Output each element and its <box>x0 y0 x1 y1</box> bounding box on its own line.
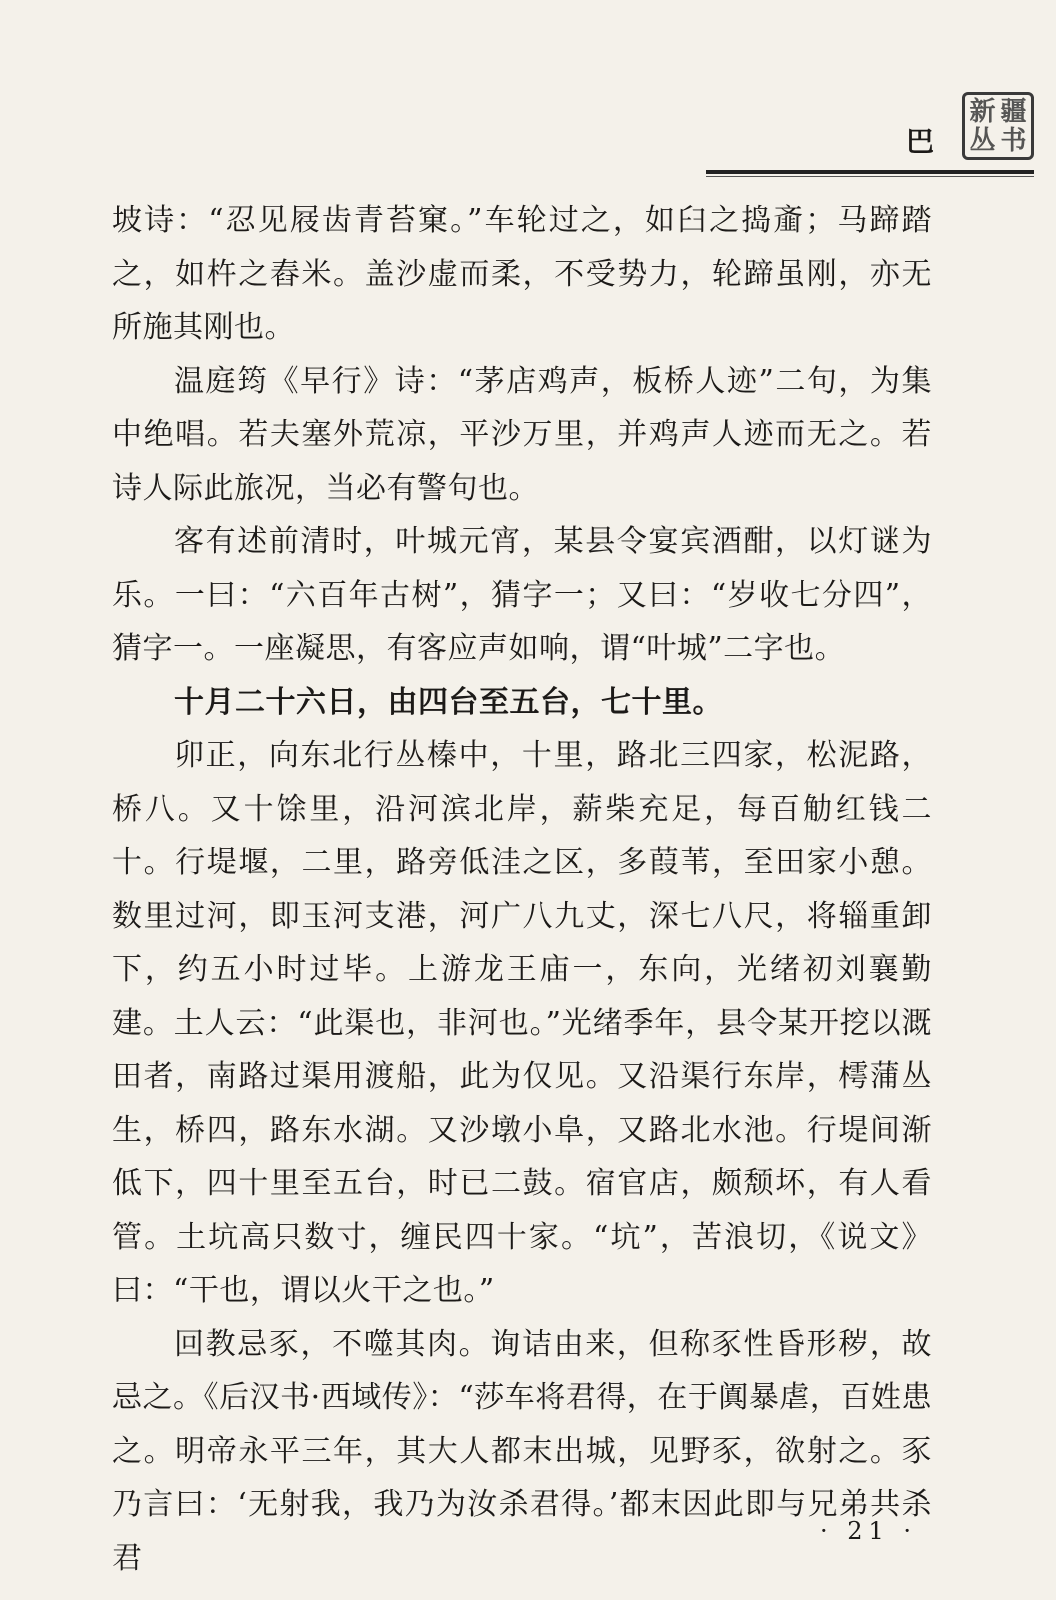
seal-char: 新 <box>969 96 996 127</box>
seal-char: 书 <box>1000 125 1027 156</box>
series-seal-logo <box>962 92 1034 160</box>
paragraph-wen-tingyun: 温庭筠《早行》诗：“茅店鸡声，板桥人迹”二句，为集中绝唱。若夫塞外荒凉，平沙万里，并鸡声人迹而无之。若诗人际此旅况，当必有警句也。 <box>112 363 932 506</box>
page-number: · 21 · <box>820 1517 918 1545</box>
running-head: 巴 <box>906 125 935 158</box>
paragraph-continuation: 坡诗：“忍见屐齿青苔窠。”车轮过之，如臼之捣齑；马蹄踏之，如杵之舂米。盖沙虚而柔，不受势力，轮蹄虽刚，亦无所施其刚也。 <box>112 203 932 345</box>
paragraph-lantern-riddle: 客有述前清时，叶城元宵，某县令宴宾酒酣，以灯谜为乐。一曰：“六百年古树”，猜字一；又曰：“岁收七分四”，猜字一。一座凝思，有客应声如响，谓“叶城”二字也。 <box>112 524 932 666</box>
seal-char: 疆 <box>1000 96 1027 127</box>
paragraph-pig-taboo: 回教忌豕，不噬其肉。询诘由来，但称豕性昏形秽，故忌之。《后汉书·西域传》：“莎车将君得，在于阗暴虐，百姓患之。明帝永平三年，其大人都末出城，见野豕，欲射之。豕乃言曰：‘无射我，我乃为汝杀君得。’都末因此即与兄弟共杀君 <box>112 1326 932 1576</box>
body-text <box>112 194 932 1585</box>
header-rule-thin <box>706 176 1034 177</box>
header-rule <box>706 170 1034 174</box>
paragraph-journey: 卯正，向东北行丛榛中，十里，路北三四家，松泥路，桥八。又十馀里，沿河滨北岸，薪柴充足，每百觔红钱二十。行堤堰，二里，路旁低洼之区，多葭苇，至田家小憩。数里过河，即玉河支港，河广八九丈，深七八尺，将辎重卸下，约五小时过毕。上游龙王庙一，东向，光绪初刘襄勤建。土人云：“此渠也，非河也。”光绪季年，县令某开挖以溉田者，南路过渠用渡船，此为仅见。又沿渠行东岸，樗蒲丛生，桥四，路东水湖。又沙墩小阜，又路北水池。行堤间渐低下，四十里至五台，时已二鼓。宿官店，颇颓坏，有人看管。土坑高只数寸，缠民四十家。“坑”，苦浪切，《说文》曰：“干也，谓以火干之也。” <box>112 738 932 1308</box>
seal-char: 丛 <box>969 125 996 156</box>
section-heading-date: 十月二十六日，由四台至五台，七十里。 <box>174 684 723 720</box>
